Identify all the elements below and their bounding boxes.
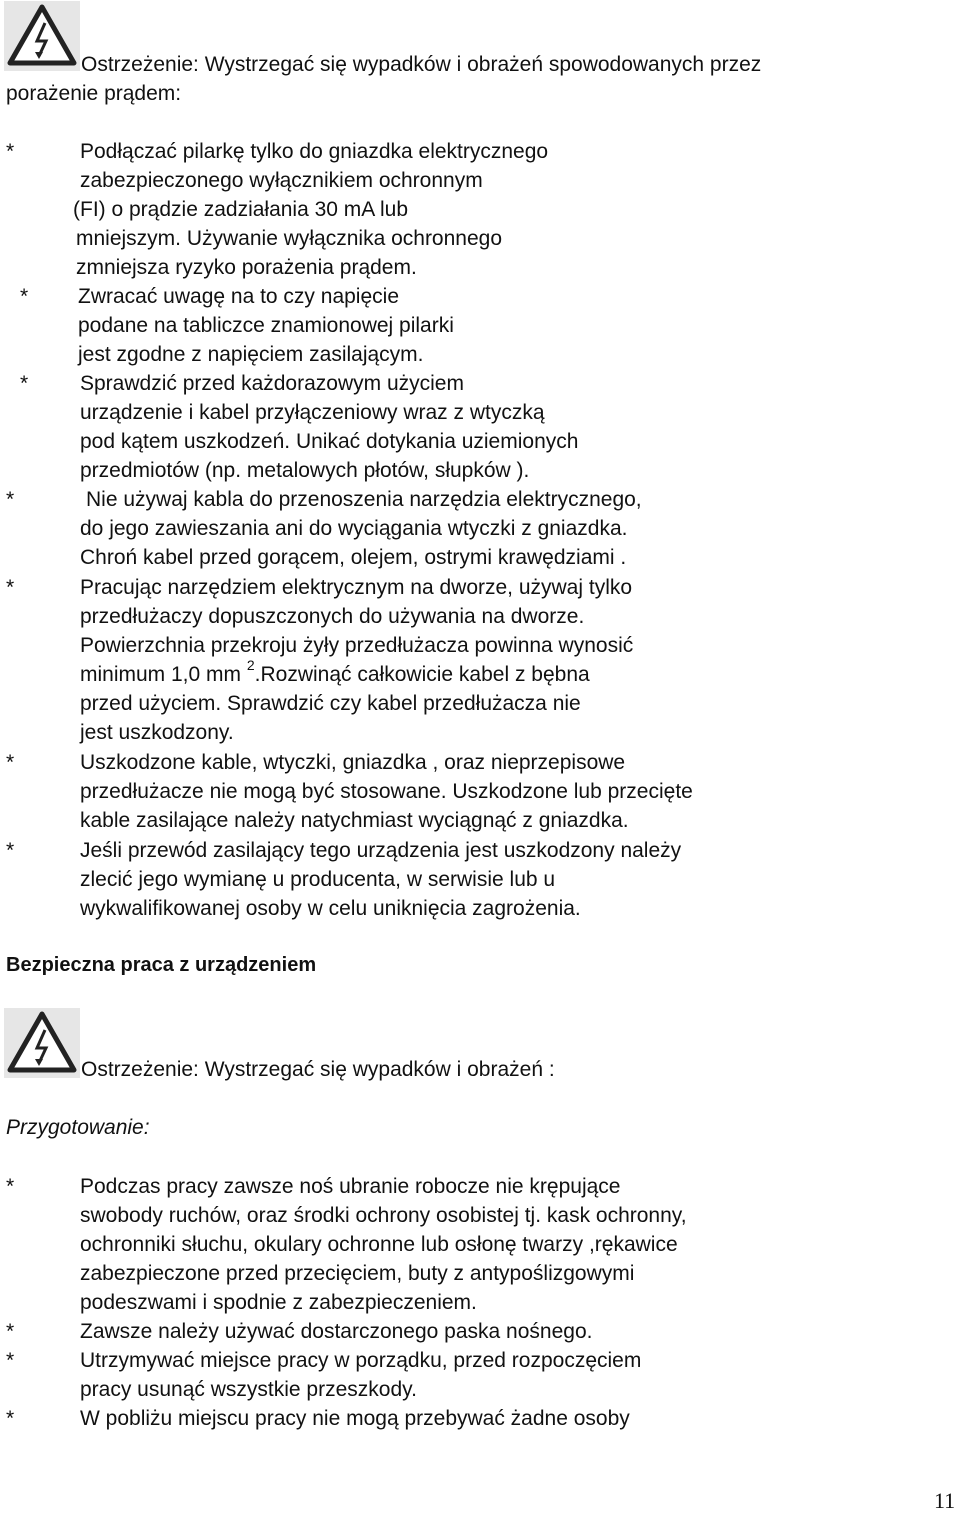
superscript: 2 bbox=[246, 657, 255, 673]
bullet-line: Uszkodzone kable, wtyczki, gniazdka , oraz nieprzepisowe bbox=[80, 751, 626, 774]
bullet-line: przed użyciem. Sprawdzić czy kabel przedłużacza nie bbox=[80, 692, 581, 715]
bullet-marker: * bbox=[6, 576, 15, 599]
bullet-line: W pobliżu miejscu pracy nie mogą przebywać żadne osoby bbox=[80, 1407, 630, 1430]
warning-title: Ostrzeżenie: Wystrzegać się wypadków i obrażeń spowodowanych przez bbox=[81, 53, 762, 76]
bullet-line: podane na tabliczce znamionowej pilarki bbox=[78, 314, 454, 337]
bullet-line: (FI) o prądzie zadziałania 30 mA lub bbox=[73, 198, 409, 221]
bullet-line: kable zasilające należy natychmiast wyciągnąć z gniazdka. bbox=[80, 809, 629, 832]
bullet-marker: * bbox=[6, 1175, 15, 1198]
bullet-line: wykwalifikowanej osoby w celu uniknięcia zagrożenia. bbox=[80, 897, 581, 920]
bullet-line: Nie używaj kabla do przenoszenia narzędzia elektrycznego, bbox=[86, 488, 642, 511]
bullet-line: Zawsze należy używać dostarczonego paska nośnego. bbox=[80, 1320, 593, 1343]
bullet-line: przedłużacze nie mogą być stosowane. Uszkodzone lub przecięte bbox=[80, 780, 693, 803]
bullet-line: urządzenie i kabel przyłączeniowy wraz z wtyczką bbox=[80, 401, 545, 424]
bullet-marker: * bbox=[6, 751, 15, 774]
warning-title-continued: porażenie prądem: bbox=[6, 82, 182, 105]
bullet-line: Jeśli przewód zasilający tego urządzenia jest uszkodzony należy bbox=[80, 839, 682, 862]
bullet-line: Utrzymywać miejsce pracy w porządku, przed rozpoczęciem bbox=[80, 1349, 642, 1372]
bullet-marker: * bbox=[20, 285, 29, 308]
electric-shock-warning-icon bbox=[4, 1, 80, 71]
bullet-marker: * bbox=[6, 1407, 15, 1430]
bullet-marker: * bbox=[6, 1320, 15, 1343]
bullet-line: jest zgodne z napięciem zasilającym. bbox=[78, 343, 424, 366]
bullet-line: do jego zawieszania ani do wyciągania wtyczki z gniazdka. bbox=[80, 517, 628, 540]
bullet-line: zabezpieczone przed przecięciem, buty z antypoślizgowymi bbox=[80, 1262, 635, 1285]
electric-shock-warning-icon bbox=[4, 1008, 80, 1078]
bullet-line: Zwracać uwagę na to czy napięcie bbox=[78, 285, 399, 308]
bullet-line: zlecić jego wymianę u producenta, w serwisie lub u bbox=[80, 868, 556, 891]
bullet-marker: * bbox=[6, 488, 15, 511]
bullet-line: Podłączać pilarkę tylko do gniazdka elektrycznego bbox=[80, 140, 549, 163]
bullet-marker: * bbox=[6, 1349, 15, 1372]
bullet-line: przedłużaczy dopuszczonych do używania na dworze. bbox=[80, 605, 585, 628]
bullet-line: Powierzchnia przekroju żyły przedłużacza powinna wynosić bbox=[80, 634, 634, 657]
bullet-line: jest uszkodzony. bbox=[80, 721, 234, 744]
bullet-line-minimum: minimum 1,0 mm $^2$.Rozwinąć całkowicie kabel z bębna bbox=[80, 657, 590, 686]
bullet-line: Sprawdzić przed każdorazowym użyciem bbox=[80, 372, 464, 395]
warning-title: Ostrzeżenie: Wystrzegać się wypadków i obrażeń : bbox=[81, 1058, 555, 1081]
bullet-marker: * bbox=[20, 372, 29, 395]
page-number: 11 bbox=[934, 1488, 956, 1513]
bullet-line: zabezpieczonego wyłącznikiem ochronnym bbox=[80, 169, 483, 192]
bullet-line: Chroń kabel przed gorącem, olejem, ostrymi krawędziami . bbox=[80, 546, 627, 569]
bullet-line: Pracując narzędziem elektrycznym na dworze, używaj tylko bbox=[80, 576, 633, 599]
subheading: Przygotowanie: bbox=[6, 1116, 150, 1139]
bullet-line: pod kątem uszkodzeń. Unikać dotykania uziemionych bbox=[80, 430, 579, 453]
bullet-line: ochronniki słuchu, okulary ochronne lub osłonę twarzy ,rękawice bbox=[80, 1233, 678, 1256]
bullet-line: swobody ruchów, oraz środki ochrony osobistej tj. kask ochronny, bbox=[80, 1204, 687, 1227]
section-heading: Bezpieczna praca z urządzeniem bbox=[6, 954, 317, 976]
bullet-marker: * bbox=[6, 839, 15, 862]
bullet-line: zmniejsza ryzyko porażenia prądem. bbox=[76, 256, 417, 279]
bullet-line: pracy usunąć wszystkie przeszkody. bbox=[80, 1378, 417, 1401]
bullet-line: podeszwami i spodnie z zabezpieczeniem. bbox=[80, 1291, 477, 1314]
bullet-line: Podczas pracy zawsze noś ubranie robocze nie krępujące bbox=[80, 1175, 621, 1198]
bullet-marker: * bbox=[6, 140, 15, 163]
bullet-line: przedmiotów (np. metalowych płotów, słupków ). bbox=[80, 459, 530, 482]
bullet-line: mniejszym. Używanie wyłącznika ochronnego bbox=[76, 227, 503, 250]
